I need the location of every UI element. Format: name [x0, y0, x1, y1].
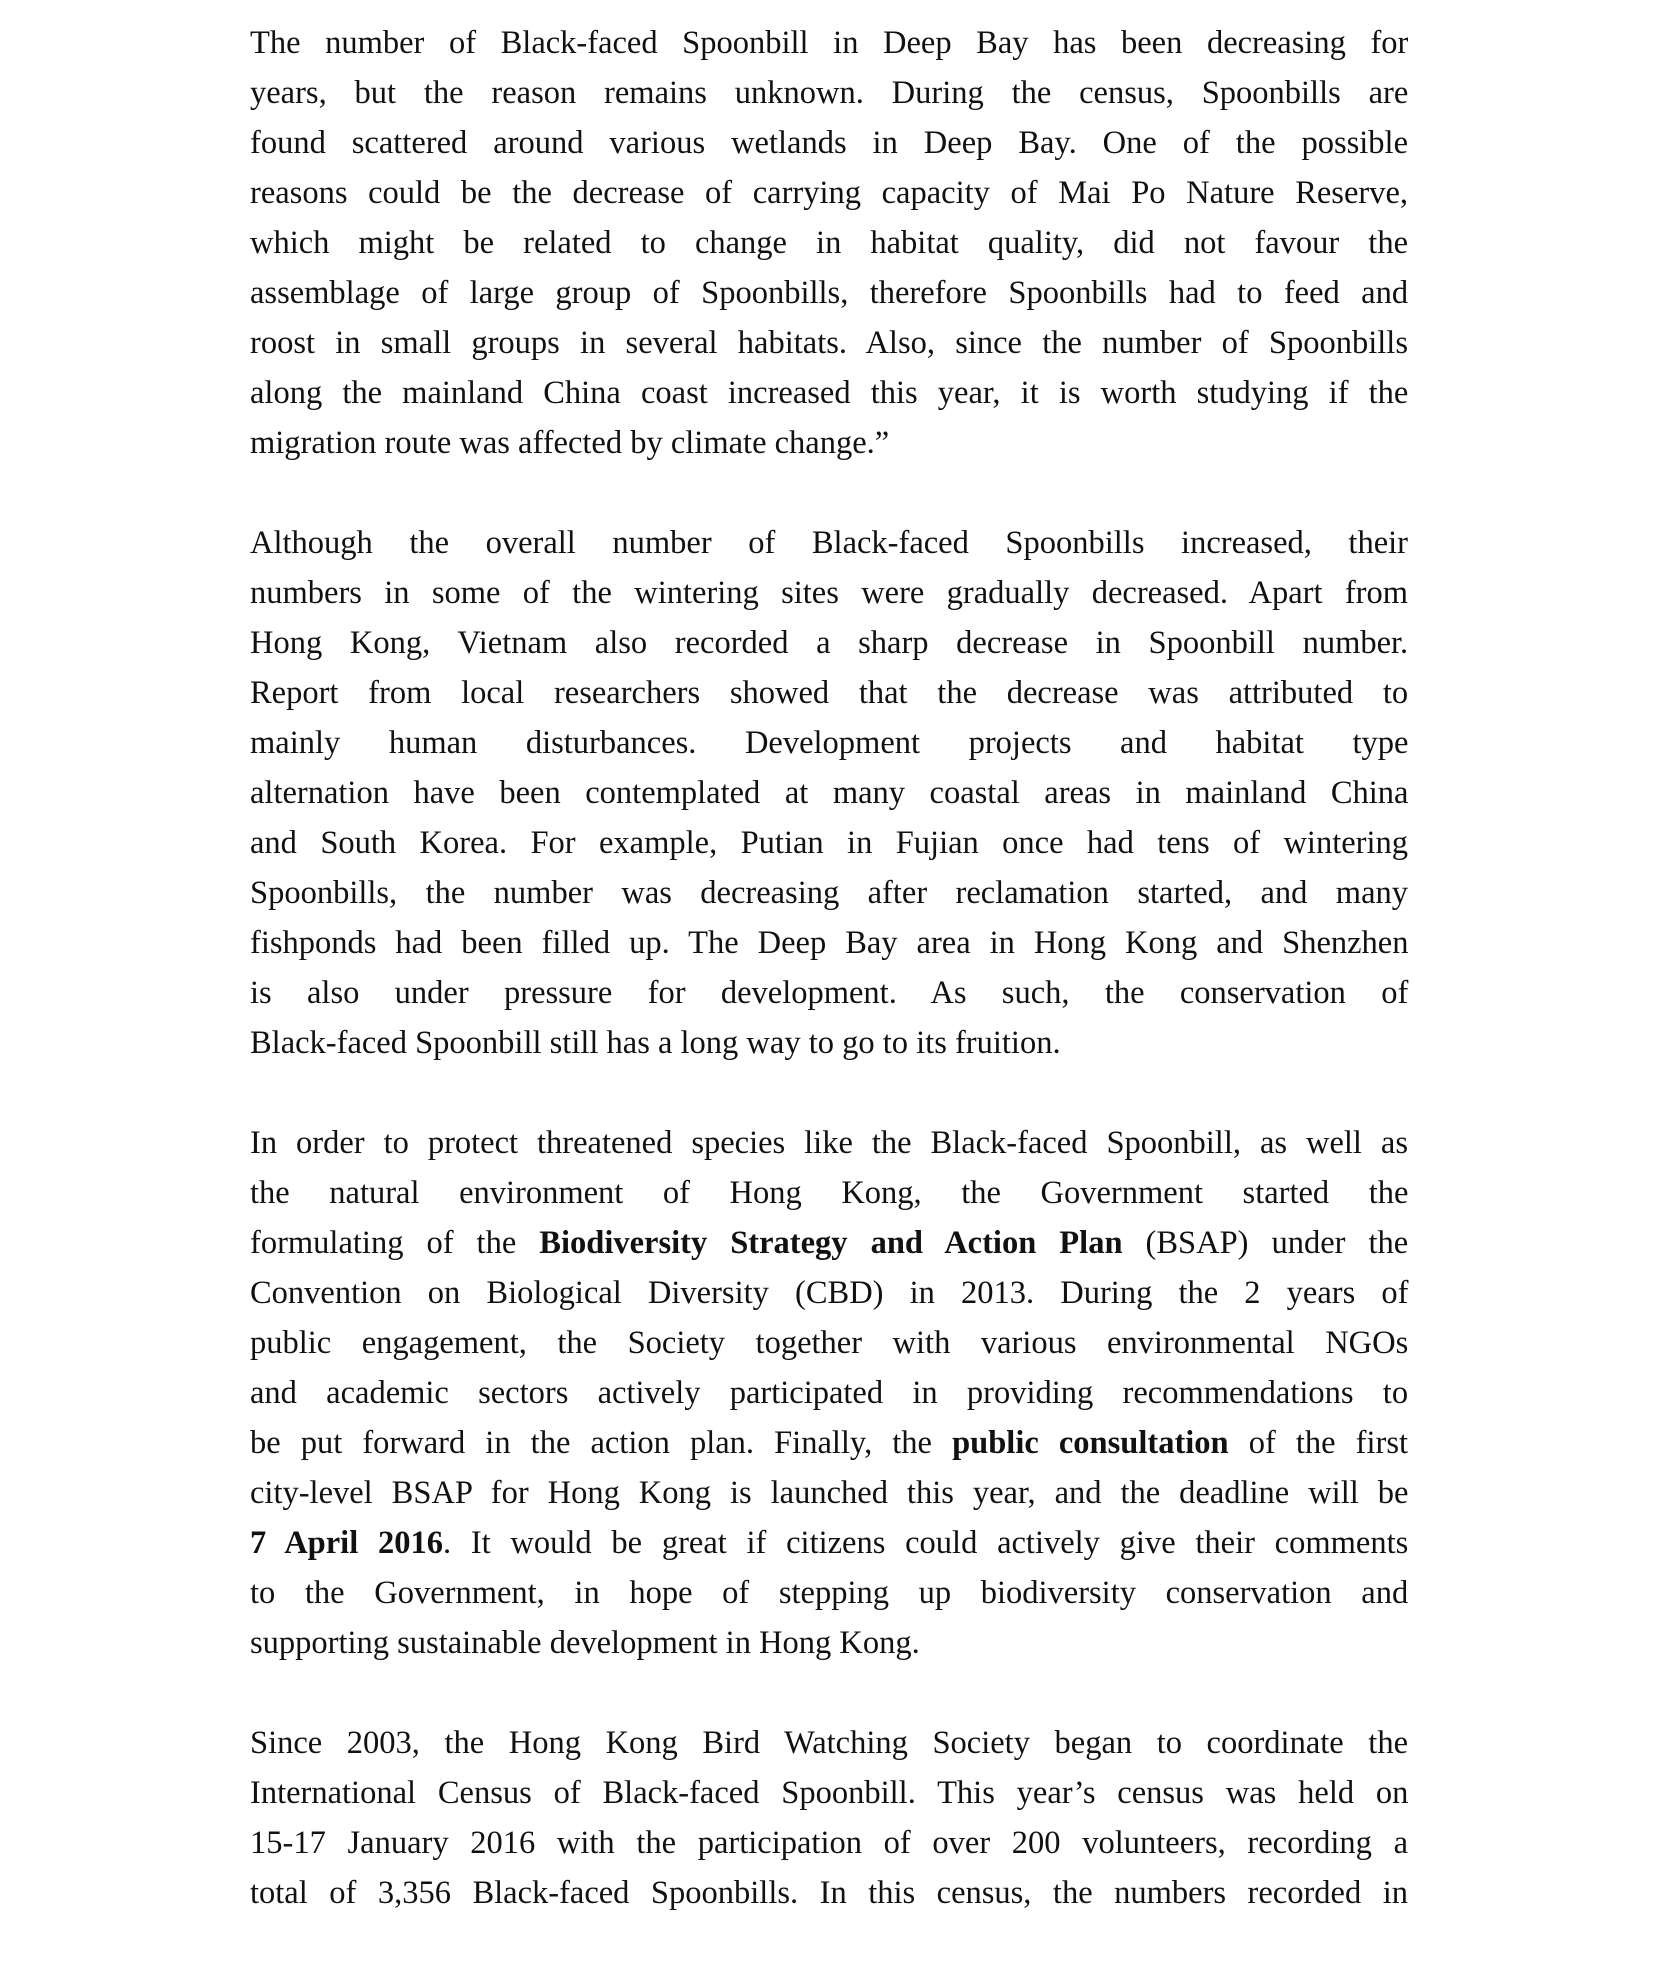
- text-run: assemblage of large group of Spoonbills, therefore Spoonbills had to feed and: [250, 275, 1409, 311]
- text-run: migration route was affected by climate change.”: [250, 425, 890, 461]
- text-run: and academic sectors actively participated in providing recommendations to: [250, 1375, 1409, 1411]
- text-run: formulating of the: [250, 1225, 540, 1261]
- text-run: the natural environment of Hong Kong, the Government started the: [250, 1175, 1409, 1211]
- text-line: [250, 1518, 1408, 1568]
- text-line: [250, 1718, 1408, 1768]
- text-run: Convention on Biological Diversity (CBD) in 2013. During the 2 years of: [250, 1275, 1409, 1311]
- paragraph-deep-bay-decrease: [250, 18, 1408, 468]
- paragraph-bsap: [250, 1118, 1408, 1668]
- text-run: which might be related to change in habitat quality, did not favour the: [250, 225, 1408, 261]
- text-line: [250, 968, 1408, 1018]
- text-line: [250, 1318, 1408, 1368]
- text-line: [250, 618, 1408, 668]
- paragraph-census-2016: [250, 1718, 1408, 1918]
- document-page: [250, 18, 1408, 1968]
- text-run: Spoonbills, the number was decreasing after reclamation started, and many: [250, 875, 1408, 911]
- text-line: [250, 1168, 1408, 1218]
- text-run: fishponds had been filled up. The Deep Bay area in Hong Kong and Shenzhen: [250, 925, 1409, 961]
- text-run: roost in small groups in several habitats. Also, since the number of Spoonbills: [250, 325, 1408, 361]
- paragraph-wintering-sites-decrease: [250, 518, 1408, 1068]
- text-line: [250, 1218, 1408, 1268]
- bold-emphasis: Biodiversity Strategy and Action Plan: [539, 1225, 1123, 1261]
- text-run: Although the overall number of Black-faced Spoonbills increased, their: [250, 525, 1408, 561]
- text-run: numbers in some of the wintering sites were gradually decreased. Apart from: [250, 575, 1408, 611]
- text-run: In order to protect threatened species like the Black-faced Spoonbill, as well as: [250, 1125, 1408, 1161]
- text-line: [250, 368, 1408, 418]
- text-line: [250, 1818, 1408, 1868]
- text-run: Black-faced Spoonbill still has a long way to go to its fruition.: [250, 1025, 1061, 1061]
- text-run: International Census of Black-faced Spoonbill. This year’s census was held on: [250, 1775, 1409, 1811]
- bold-emphasis: public consultation: [952, 1425, 1229, 1461]
- text-run: . It would be great if citizens could actively give their comments: [442, 1525, 1409, 1561]
- text-run: (BSAP) under the: [1122, 1225, 1409, 1261]
- text-line: [250, 268, 1408, 318]
- text-run: is also under pressure for development. As such, the conservation of: [250, 975, 1409, 1011]
- text-line: [250, 1868, 1408, 1918]
- bold-emphasis: 7 April 2016: [250, 1525, 443, 1561]
- text-line: [250, 18, 1408, 68]
- text-line: [250, 918, 1408, 968]
- text-run: Hong Kong, Vietnam also recorded a sharp decrease in Spoonbill number.: [250, 625, 1409, 661]
- text-line: [250, 518, 1408, 568]
- text-line: [250, 768, 1408, 818]
- text-line: [250, 818, 1408, 868]
- text-run: The number of Black-faced Spoonbill in Deep Bay has been decreasing for: [250, 25, 1409, 61]
- text-line: [250, 68, 1408, 118]
- text-line: [250, 218, 1408, 268]
- text-line: [250, 1118, 1408, 1168]
- text-line: [250, 1768, 1408, 1818]
- text-run: along the mainland China coast increased this year, it is worth studying if the: [250, 375, 1409, 411]
- text-line: [250, 1468, 1408, 1518]
- text-run: total of 3,356 Black-faced Spoonbills. In this census, the numbers recorded in: [250, 1875, 1408, 1911]
- text-line: [250, 418, 1408, 468]
- text-line: [250, 868, 1408, 918]
- text-run: be put forward in the action plan. Finally, the: [250, 1425, 953, 1461]
- text-line: [250, 1268, 1408, 1318]
- text-line: [250, 118, 1408, 168]
- text-run: of the first: [1228, 1425, 1408, 1461]
- text-run: reasons could be the decrease of carrying capacity of Mai Po Nature Reserve,: [250, 175, 1408, 211]
- text-line: [250, 1018, 1408, 1068]
- text-run: city-level BSAP for Hong Kong is launched this year, and the deadline will be: [250, 1475, 1409, 1511]
- text-run: 15-17 January 2016 with the participation of over 200 volunteers, recording a: [250, 1825, 1409, 1861]
- text-line: [250, 718, 1408, 768]
- text-line: [250, 168, 1408, 218]
- text-line: [250, 568, 1408, 618]
- text-line: [250, 1368, 1408, 1418]
- text-run: Since 2003, the Hong Kong Bird Watching Society began to coordinate the: [250, 1725, 1408, 1761]
- text-run: public engagement, the Society together with various environmental NGOs: [250, 1325, 1409, 1361]
- text-run: years, but the reason remains unknown. During the census, Spoonbills are: [250, 75, 1409, 111]
- text-run: alternation have been contemplated at many coastal areas in mainland China: [250, 775, 1409, 811]
- text-run: Report from local researchers showed that the decrease was attributed to: [250, 675, 1409, 711]
- text-line: [250, 1418, 1408, 1468]
- text-line: [250, 1618, 1408, 1668]
- text-run: supporting sustainable development in Hong Kong.: [250, 1625, 920, 1661]
- text-run: to the Government, in hope of stepping up biodiversity conservation and: [250, 1575, 1409, 1611]
- text-run: and South Korea. For example, Putian in Fujian once had tens of wintering: [250, 825, 1408, 861]
- text-run: found scattered around various wetlands in Deep Bay. One of the possible: [250, 125, 1408, 161]
- text-line: [250, 318, 1408, 368]
- text-line: [250, 1568, 1408, 1618]
- text-run: mainly human disturbances. Development projects and habitat type: [250, 725, 1409, 761]
- text-line: [250, 668, 1408, 718]
